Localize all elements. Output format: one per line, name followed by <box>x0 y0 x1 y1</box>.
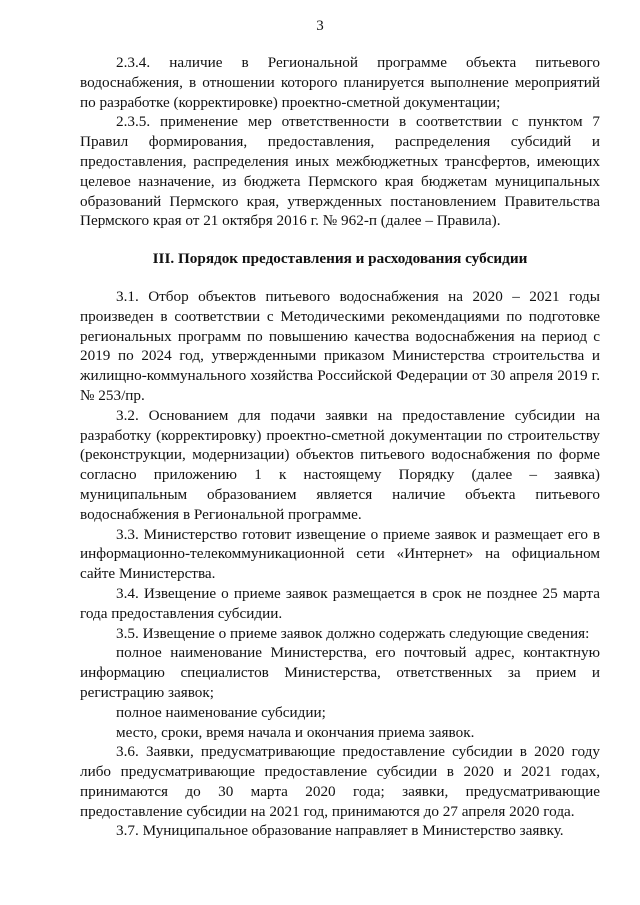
paragraph-2-3-5: 2.3.5. применение мер ответственности в соответствии с пунктом 7 Правил формирования, предоставления, распределения субсидий и предоставления, распределения иных межбюджетных трансфертов, имеющих целевое назначение, из бюджета Пермского края бюджетам муниципальных образований Пермского края, утвержденных постановлением Правительства Пермского края от 21 октября 2016 г. № 962-п (далее – Правила). <box>80 113 600 230</box>
paragraph-3-3: 3.3. Министерство готовит извещение о приеме заявок и размещает его в информационно-телекоммуникационной сети «Интернет» на официальном сайте Министерства. <box>80 525 600 583</box>
document-body <box>80 53 600 841</box>
paragraph-3-2: 3.2. Основанием для подачи заявки на предоставление субсидии на разработку (корректировку) проектно-сметной документации по строительству (реконструкции, модернизации) объектов питьевого водоснабжения по форме согласно приложению 1 к настоящему Порядку (далее – заявка) муниципальным образованием является наличие объекта питьевого водоснабжения в Региональной программе. <box>80 406 600 523</box>
list-item-subsidy-name: полное наименование субсидии; <box>116 703 326 721</box>
paragraph-3-4: 3.4. Извещение о приеме заявок размещается в срок не позднее 25 марта года предоставления субсидии. <box>80 584 600 622</box>
list-item-contact-info: полное наименование Министерства, его почтовый адрес, контактную информацию специалистов Министерства, ответственных за прием и регистрацию заявок; <box>80 644 600 701</box>
paragraph-2-3-4: 2.3.4. наличие в Региональной программе объекта питьевого водоснабжения, в отношении которого планируется выполнение мероприятий по разработке (корректировке) проектно-сметной документации; <box>80 54 600 111</box>
paragraph-3-7: 3.7. Муниципальное образование направляет в Министерство заявку. <box>116 822 564 840</box>
paragraph-3-6: 3.6. Заявки, предусматривающие предоставление субсидии в 2020 году либо предусматривающие предоставление субсидии в 2020 и 2021 годах, принимаются до 30 марта 2020 года; заявки, предусматривающие предоставление субсидии на 2021 год, принимаются до 27 апреля 2020 года. <box>80 743 600 820</box>
paragraph-3-1: 3.1. Отбор объектов питьевого водоснабжения на 2020 – 2021 годы произведен в соответствии с Методическими рекомендациями по подготовке региональных программ по повышению качества водоснабжения на период с 2019 по 2024 год, утвержденными приказом Министерства строительства и жилищно-коммунального хозяйства Российской Федерации от 30 апреля 2019 г. № 253/пр. <box>80 287 600 404</box>
section-heading-iii: III. Порядок предоставления и расходования субсидии <box>152 250 528 268</box>
paragraph-3-5: 3.5. Извещение о приеме заявок должно содержать следующие сведения: <box>116 624 590 642</box>
page-number: 3 <box>316 18 324 34</box>
list-item-place-and-dates: место, сроки, время начала и окончания приема заявок. <box>116 723 475 741</box>
